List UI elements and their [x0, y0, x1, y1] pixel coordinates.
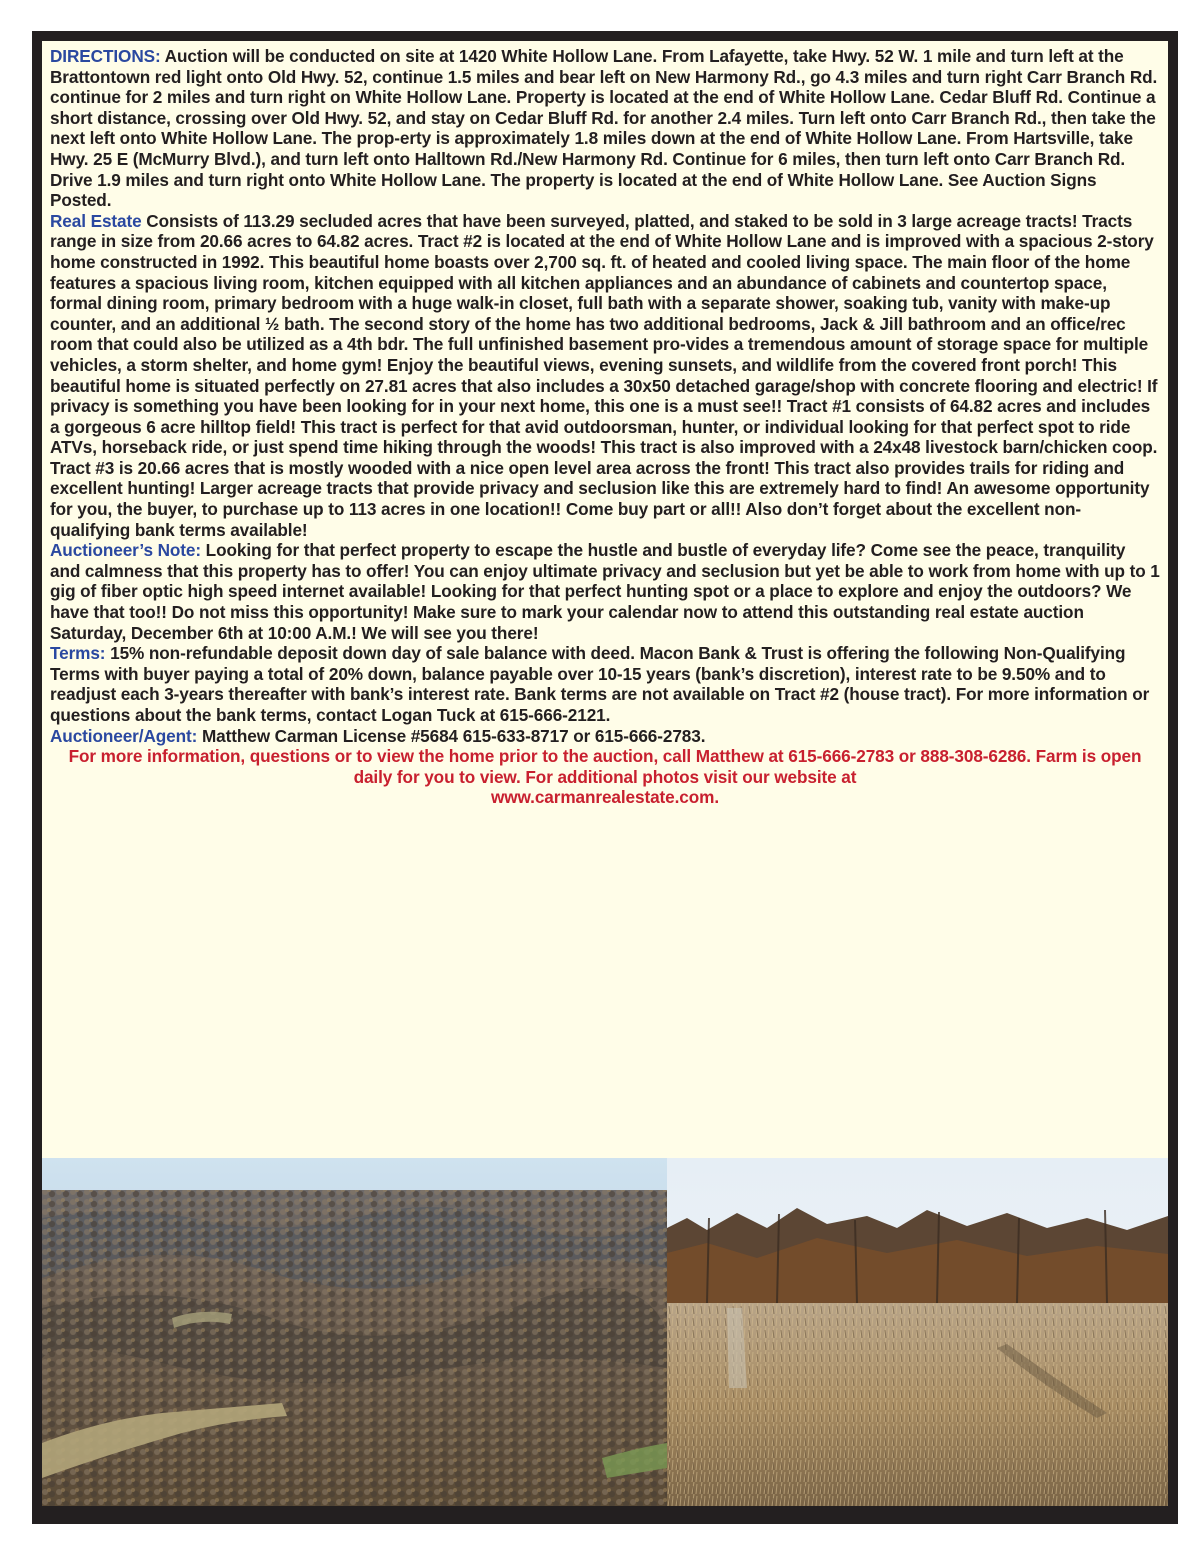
contact-text: For more information, questions or to view the home prior to the auction, call Matthew at 615-666-2783 or 888-308-6286. Farm is open daily for you to view. For additional photos visit our website at [68, 746, 1142, 787]
real-estate-section [50, 211, 1160, 541]
flyer-frame [32, 31, 1178, 1524]
agent-section [50, 726, 1160, 747]
field-photo [667, 1158, 1168, 1506]
terms-label: Terms: [50, 643, 106, 664]
auctioneer-note-label: Auctioneer’s Note: [50, 540, 201, 561]
real-estate-label: Real Estate [50, 210, 142, 231]
directions-section [50, 46, 1160, 211]
terms-text: 15% non-refundable deposit down day of sale balance with deed. Macon Bank & Trust is offering the following Non-Qualifying Terms with buyer paying a total of 20% down, balance payable over 10-15 years (bank’s discretion), interest rate to be 9.50% and to readjust each 3-years thereafter with bank’s interest rate. Bank terms are not available on Tract #2 (house tract). For more information or questions about the bank terms, contact Logan Tuck at 615-666-2121. [50, 643, 1150, 725]
agent-label: Auctioneer/Agent: [50, 725, 198, 746]
terms-section [50, 643, 1160, 725]
aerial-photo [42, 1158, 667, 1506]
text-panel [42, 41, 1168, 1158]
auctioneer-note-text: Looking for that perfect property to escape the hustle and bustle of everyday life? Come see the peace, tranquility and calmness that this property has to offer! You can enjoy ultimate privacy and seclusion but yet be able to work from home with up to 1 gig of fiber optic high speed internet available! Looking for that perfect hunting spot or a place to explore and enjoy the outdoors? We have that too!! Do not miss this opportunity! Make sure to mark your calendar now to attend this outstanding real estate auction Saturday, December 6th at 10:00 A.M.! We will see you there! [50, 540, 1160, 643]
auctioneer-note-section [50, 540, 1160, 643]
agent-text: Matthew Carman License #5684 615-633-8717 or 615-666-2783. [197, 725, 706, 746]
website-link[interactable]: www.carmanrealestate.com. [490, 787, 720, 808]
aerial-landscape-image [42, 1158, 667, 1506]
real-estate-text: Consists of 113.29 secluded acres that have been surveyed, platted, and staked to be sold in 3 large acreage tracts! Tracts range in size from 20.66 acres to 64.82 acres. Tract #2 is located at the end of White Hollow Lane and is improved with a spacious 2-story home constructed in 1992. This beautiful home boasts over 2,700 sq. ft. of heated and cooled living space. The main floor of the home features a spacious living room, kitchen equipped with all kitchen appliances and an abundance of cabinets and countertop space, formal dining room, primary bedroom with a huge walk-in closet, full bath with a separate shower, soaking tub, vanity with make-up counter, and an additional ½ bath. The second story of the home has two additional bedrooms, Jack & Jill bathroom and an office/rec room that could also be utilized as a 4th bdr. The full unfinished basement pro-vides a tremendous amount of storage space for multiple vehicles, a storm shelter, and home gym! Enjoy the beautiful views, evening sunsets, and wildlife from the covered front porch! This beautiful home is situated perfectly on 27.81 acres that also includes a 30x50 detached garage/shop with concrete flooring and electric! If privacy is something you have been looking for in your next home, this one is a must see!! Tract #1 consists of 64.82 acres and includes a gorgeous 6 acre hilltop field! This tract is perfect for that avid outdoorsman, hunter, or individual looking for that perfect spot to ride ATVs, horseback ride, or just spend time hiking through the woods! This tract is also improved with a 24x48 livestock barn/chicken coop. Tract #3 is 20.66 acres that is mostly wooded with a nice open level area across the front! This tract also provides trails for riding and excellent hunting! Larger acreage tracts that provide privacy and seclusion like this are extremely hard to find! An awesome opportunity for you, the buyer, to purchase up to 113 acres in one location!! Come buy part or all!! Also don’t forget about the excellent non-qualifying bank terms available! [50, 210, 1158, 540]
field-landscape-image [667, 1158, 1168, 1506]
photo-strip [42, 1158, 1168, 1506]
directions-label: DIRECTIONS: [50, 46, 161, 66]
contact-info [50, 746, 1160, 808]
directions-text: Auction will be conducted on site at 1420 White Hollow Lane. From Lafayette, take Hwy. 52 W. 1 mile and turn left at the Brattontown red light onto Old Hwy. 52, continue 1.5 miles and bear left on New Harmony Rd., go 4.3 miles and turn right Carr Branch Rd. continue for 2 miles and turn right on White Hollow Lane. Property is located at the end of White Hollow Lane. Cedar Bluff Rd. Continue a short distance, crossing over Old Hwy. 52, and stay on Cedar Bluff Rd. for another 2.4 miles. Turn left onto Carr Branch Rd., then take the next left onto White Hollow Lane. The prop-erty is approximately 1.8 miles down at the end of White Hollow Lane. From Hartsville, take Hwy. 25 E (McMurry Blvd.), and turn left onto Halltown Rd./New Harmony Rd. Continue for 6 miles, then turn left onto Carr Branch Rd. Drive 1.9 miles and turn right onto White Hollow Lane. The property is located at the end of White Hollow Lane. See Auction Signs Posted. [50, 46, 1158, 211]
